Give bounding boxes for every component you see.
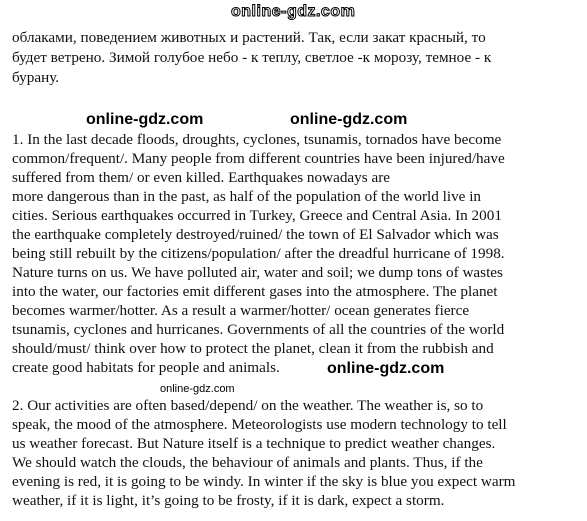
paragraph-2-line: We should watch the clouds, the behaviour of animals and plants. Thus, if the bbox=[12, 454, 483, 471]
russian-text-line: бурану. bbox=[12, 69, 60, 86]
paragraph-1-line: tsunamis, cyclones and hurricanes. Governments of all the countries of the world bbox=[12, 321, 505, 338]
paragraph-1-line: should/must/ think over how to protect the planet, clean it from the rubbish and bbox=[12, 340, 494, 357]
watermark-small: online-gdz.com bbox=[160, 383, 235, 395]
paragraph-2-line: weather, if it is light, it’s going to be frosty, if it is dark, expect a storm. bbox=[12, 492, 445, 509]
russian-text-line: облаками, поведением животных и растений. Так, если закат красный, то bbox=[12, 29, 486, 46]
paragraph-1-line: Nature turns on us. We have polluted air, water and soil; we dump tons of wastes bbox=[12, 264, 503, 281]
watermark-lower-right: online-gdz.com bbox=[327, 360, 445, 377]
paragraph-1-line: being still rebuilt by the citizens/population/ after the dreadful hurricane of 1998. bbox=[12, 245, 505, 262]
paragraph-1-line: common/frequent/. Many people from different countries have been injured/have bbox=[12, 150, 505, 167]
watermark-mid-right: online-gdz.com bbox=[290, 111, 408, 128]
paragraph-2-line: us weather forecast. But Nature itself is a technique to predict weather changes. bbox=[12, 435, 496, 452]
paragraph-1-line: more dangerous than in the past, as half of the population of the world live in bbox=[12, 188, 482, 205]
paragraph-1-line: cities. Serious earthquakes occurred in Turkey, Greece and Central Asia. In 2001 bbox=[12, 207, 502, 224]
paragraph-1-line: into the water, our factories emit different gases into the atmosphere. The planet bbox=[12, 283, 498, 300]
watermark-mid-left: online-gdz.com bbox=[86, 111, 204, 128]
paragraph-1-line: 1. In the last decade floods, droughts, cyclones, tsunamis, tornados have become bbox=[12, 131, 502, 148]
paragraph-2-line: speak, the mood of the atmosphere. Meteorologists use modern technology to tell bbox=[12, 416, 507, 433]
russian-text-line: будет ветрено. Зимой голубое небо - к теплу, светлое -к морозу, темное - к bbox=[12, 49, 492, 66]
paragraph-1-line: the earthquake completely destroyed/ruined/ the town of El Salvador which was bbox=[12, 226, 499, 243]
paragraph-2-line: 2. Our activities are often based/depend/ on the weather. The weather is, so to bbox=[12, 397, 484, 414]
paragraph-2-line: evening is red, it is going to be windy. In winter if the sky is blue you expect warm bbox=[12, 473, 516, 490]
paragraph-1-line: suffered from them/ or even killed. Earthquakes nowadays are bbox=[12, 169, 391, 186]
paragraph-1-line: becomes warmer/hotter. As a result a warmer/hotter/ ocean generates fierce bbox=[12, 302, 470, 319]
paragraph-1-line: create good habitats for people and animals. bbox=[12, 359, 280, 376]
watermark-top: online-gdz.com bbox=[231, 3, 356, 20]
